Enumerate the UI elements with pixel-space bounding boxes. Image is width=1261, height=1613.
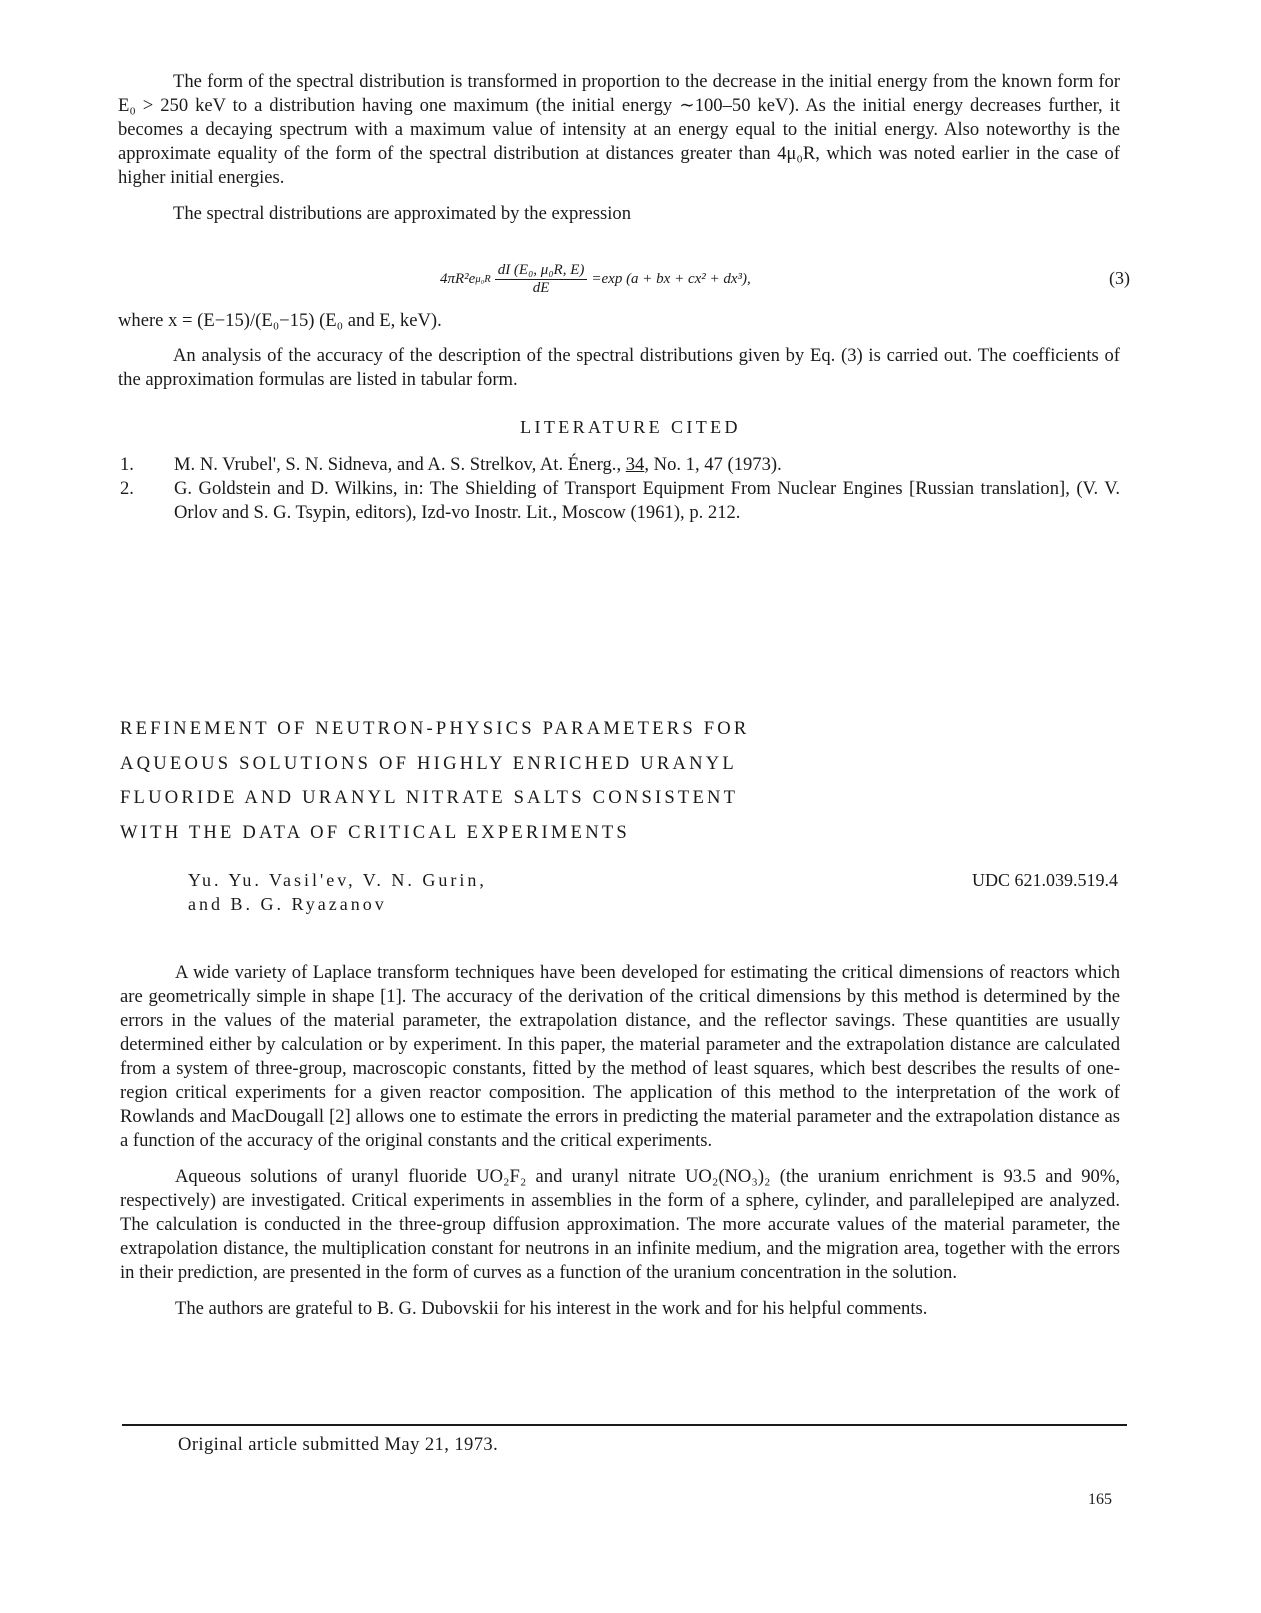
authors-line: Yu. Yu. Vasil'ev, V. N. Gurin,: [188, 870, 487, 890]
authors-line: and B. G. Ryazanov: [188, 894, 387, 914]
article-authors: [188, 868, 487, 916]
reference-number: 2.: [120, 478, 134, 499]
udc-code: UDC 621.039.519.4: [971, 870, 1118, 890]
equation-denominator: dE: [532, 280, 550, 296]
footnote-divider: [122, 1424, 1127, 1426]
equation-prefix: 4πR²e: [440, 271, 476, 287]
title-line: AQUEOUS SOLUTIONS OF HIGHLY ENRICHED URANYL: [120, 752, 737, 774]
reference-2: [120, 477, 1120, 549]
paragraph-laplace-techniques: A wide variety of Laplace transform techniques have been developed for estimating the critical dimensions of reactors which are geometrically simple in shape [1]. The accuracy of the derivation of the critical dimensions by this method is determined by the errors in the values of the material parameter, the extrapolation distance, and the reflector savings. These quantities are usually determined either by calculation or by experiment. In this paper, the material parameter and the extrapolation distance are calculated from a system of three-group, macroscopic constants, fitted by the method of least squares, which best describes the results of one-region critical experiments for a given reactor composition. The application of this method to the interpretation of the work of Rowlands and MacDougall [2] allows one to estimate the errors in predicting the material parameter and the extrapolation distance as a function of the accuracy of the original constants and the critical experiments.: [120, 962, 1120, 1151]
equation-fraction: [495, 262, 588, 297]
reference-1: [120, 453, 1120, 477]
equation-numerator: dI (E₀, μ₀R, E): [495, 262, 588, 280]
reference-volume: 34: [625, 454, 645, 475]
literature-cited-heading: LITERATURE CITED: [520, 417, 741, 437]
submission-footnote: Original article submitted May 21, 1973.: [178, 1434, 499, 1455]
article-title: [120, 712, 880, 850]
title-line: WITH THE DATA OF CRITICAL EXPERIMENTS: [120, 821, 630, 843]
equation-rhs: =exp (a + bx + cx² + dx³),: [591, 271, 751, 287]
paragraph-accuracy-analysis: An analysis of the accuracy of the description of the spectral distributions given by Eq. (3) is carried out. The coefficients of the approximation formulas are listed in tabular form.: [118, 345, 1120, 390]
reference-number: 1.: [120, 454, 134, 475]
reference-text: G. Goldstein and D. Wilkins, in: The Shielding of Transport Equipment From Nuclear Engines [Russian translation], (V. V. Orlov and S. G. Tsypin, editors), Izd-vo Inostr. Lit., Moscow (1961), p. 212.: [174, 478, 1120, 523]
reference-text: [174, 453, 1120, 477]
equation-where-clause: where x = (E−15)/(E₀−15) (E₀ and E, keV).: [118, 310, 442, 331]
reference-text-main: M. N. Vrubel', S. N. Sidneva, and A. S. Strelkov, At. Énerg.,: [174, 454, 626, 475]
title-line: FLUORIDE AND URANYL NITRATE SALTS CONSISTENT: [120, 787, 739, 808]
equation-body: 4πR²e μ₀R $\frac{\text{dI (E₀, μ₀R, E)}}{dE}$ =exp (a + bx + cx² + dx³),: [440, 262, 751, 296]
paragraph-approximation-intro: The spectral distributions are approximated by the expression: [173, 203, 631, 224]
reference-text-tail: , No. 1, 47 (1973).: [644, 454, 782, 475]
paragraph-aqueous-solutions: Aqueous solutions of uranyl fluoride UO₂F₂ and uranyl nitrate UO₂(NO₃)₂ (the uranium enrichment is 93.5 and 90%, respectively) are investigated. Critical experiments in assemblies in the form of a sphere, cylinder, and parallelepiped are analyzed. The calculation is conducted in the three-group diffusion approximation. The more accurate values of the material parameter, the extrapolation distance, the multiplication constant for neutrons in an infinite medium, and the migration area, together with the errors in their prediction, are presented in the form of curves as a function of the uranium concentration in the solution.: [120, 1166, 1120, 1283]
prev-article-body: [118, 70, 1120, 226]
equation-3: [120, 262, 1130, 302]
prev-article-continued: [118, 309, 1120, 392]
title-line: REFINEMENT OF NEUTRON-PHYSICS PARAMETERS FOR: [120, 718, 750, 739]
paragraph-acknowledgment: The authors are grateful to B. G. Dubovskii for his interest in the work and for his helpful comments.: [175, 1298, 928, 1319]
article-body: [120, 961, 1120, 1321]
equation-number: (3): [1109, 268, 1130, 288]
paragraph-spectral-form: The form of the spectral distribution is transformed in proportion to the decrease in the initial energy from the known form for E₀ > 250 keV to a distribution having one maximum (the initial energy ∼100–50 keV). As the initial energy decreases further, it becomes a decaying spectrum with a maximum value of intensity at an energy equal to the initial energy. Also noteworthy is the approximate equality of the form of the spectral distribution at distances greater than 4μ₀R, which was noted earlier in the case of higher initial energies.: [118, 71, 1120, 188]
page-number: 165: [1088, 1491, 1112, 1508]
